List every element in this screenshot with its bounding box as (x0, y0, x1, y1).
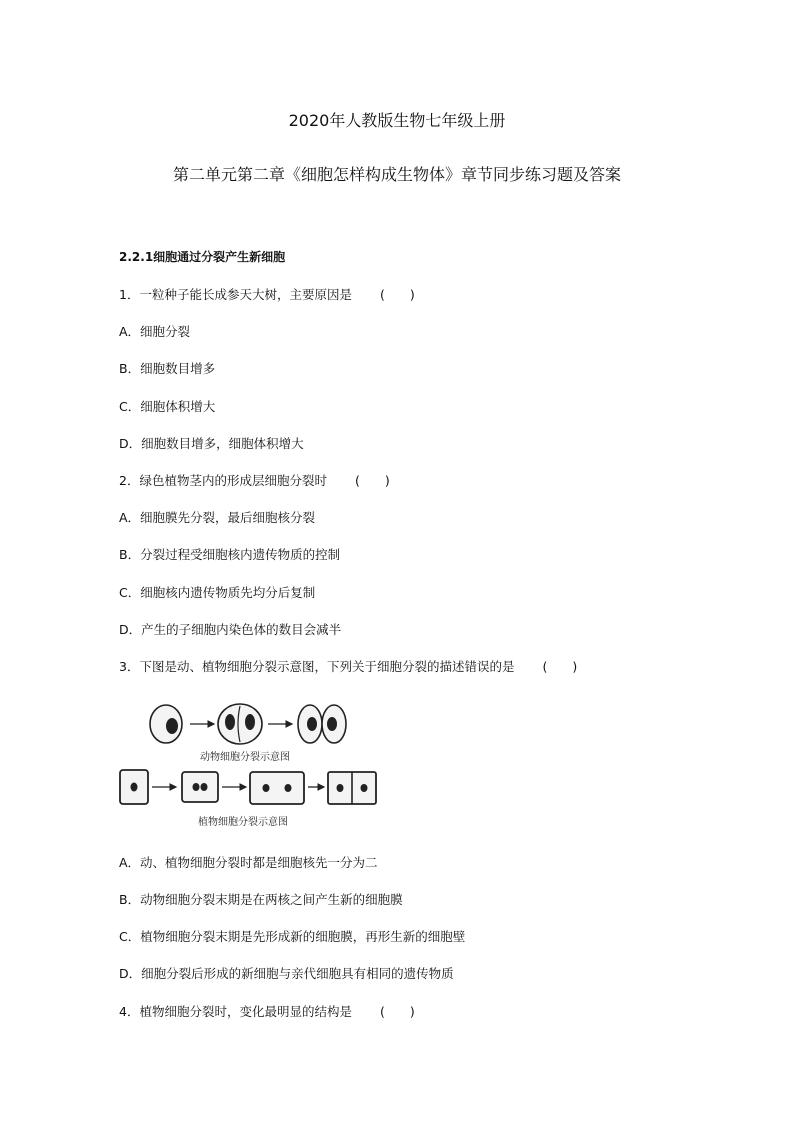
plant-cell-stage-4 (328, 772, 376, 804)
question-2-option-d: D．产生的子细胞内染色体的数目会减半 (119, 622, 342, 637)
plant-division-caption: 植物细胞分裂示意图 (198, 817, 288, 828)
animal-division-caption: 动物细胞分裂示意图 (200, 752, 290, 763)
question-1-option-d: D．细胞数目增多，细胞体积增大 (119, 436, 304, 451)
question-4-stem: 4．植物细胞分裂时，变化最明显的结构是 ( ) (119, 1004, 415, 1019)
question-2-option-a: A．细胞膜先分裂，最后细胞核分裂 (119, 510, 316, 525)
question-3-option-d: D．细胞分裂后形成的新细胞与亲代细胞具有相同的遗传物质 (119, 966, 454, 981)
document-subtitle: 第二单元第二章《细胞怎样构成生物体》章节同步练习题及答案 (172, 165, 621, 184)
section-heading: 2.2.1细胞通过分裂产生新细胞 (119, 250, 286, 264)
question-2-stem: 2．绿色植物茎内的形成层细胞分裂时 ( ) (119, 473, 390, 488)
cell-division-figure (118, 700, 383, 832)
document-title: 2020年人教版生物七年级上册 (288, 111, 506, 130)
animal-cell-stage-1 (150, 705, 182, 743)
question-1-option-b: B．细胞数目增多 (119, 361, 216, 376)
question-3-option-b: B．动物细胞分裂末期是在两核之间产生新的细胞膜 (119, 892, 403, 907)
question-2-option-b: B．分裂过程受细胞核内遗传物质的控制 (119, 547, 341, 562)
animal-cell-stage-2 (218, 704, 262, 744)
question-3-option-c: C．植物细胞分裂末期是先形成新的细胞膜，再形生新的细胞壁 (119, 929, 466, 944)
question-3-stem: 3．下图是动、植物细胞分裂示意图，下列关于细胞分裂的描述错误的是 ( ) (119, 659, 578, 674)
plant-cell-stage-3 (250, 772, 304, 804)
question-1-stem: 1．一粒种子能长成参天大树，主要原因是 ( ) (119, 287, 415, 302)
animal-cell-stage-3 (298, 705, 346, 743)
question-1-option-c: C．细胞体积增大 (119, 399, 216, 414)
plant-cell-stage-2 (182, 772, 218, 802)
question-1-option-a: A．细胞分裂 (119, 324, 191, 339)
question-3-option-a: A．动、植物细胞分裂时都是细胞核先一分为二 (119, 855, 378, 870)
plant-cell-stage-1 (120, 770, 148, 804)
question-2-option-c: C．细胞核内遗传物质先均分后复制 (119, 585, 316, 600)
